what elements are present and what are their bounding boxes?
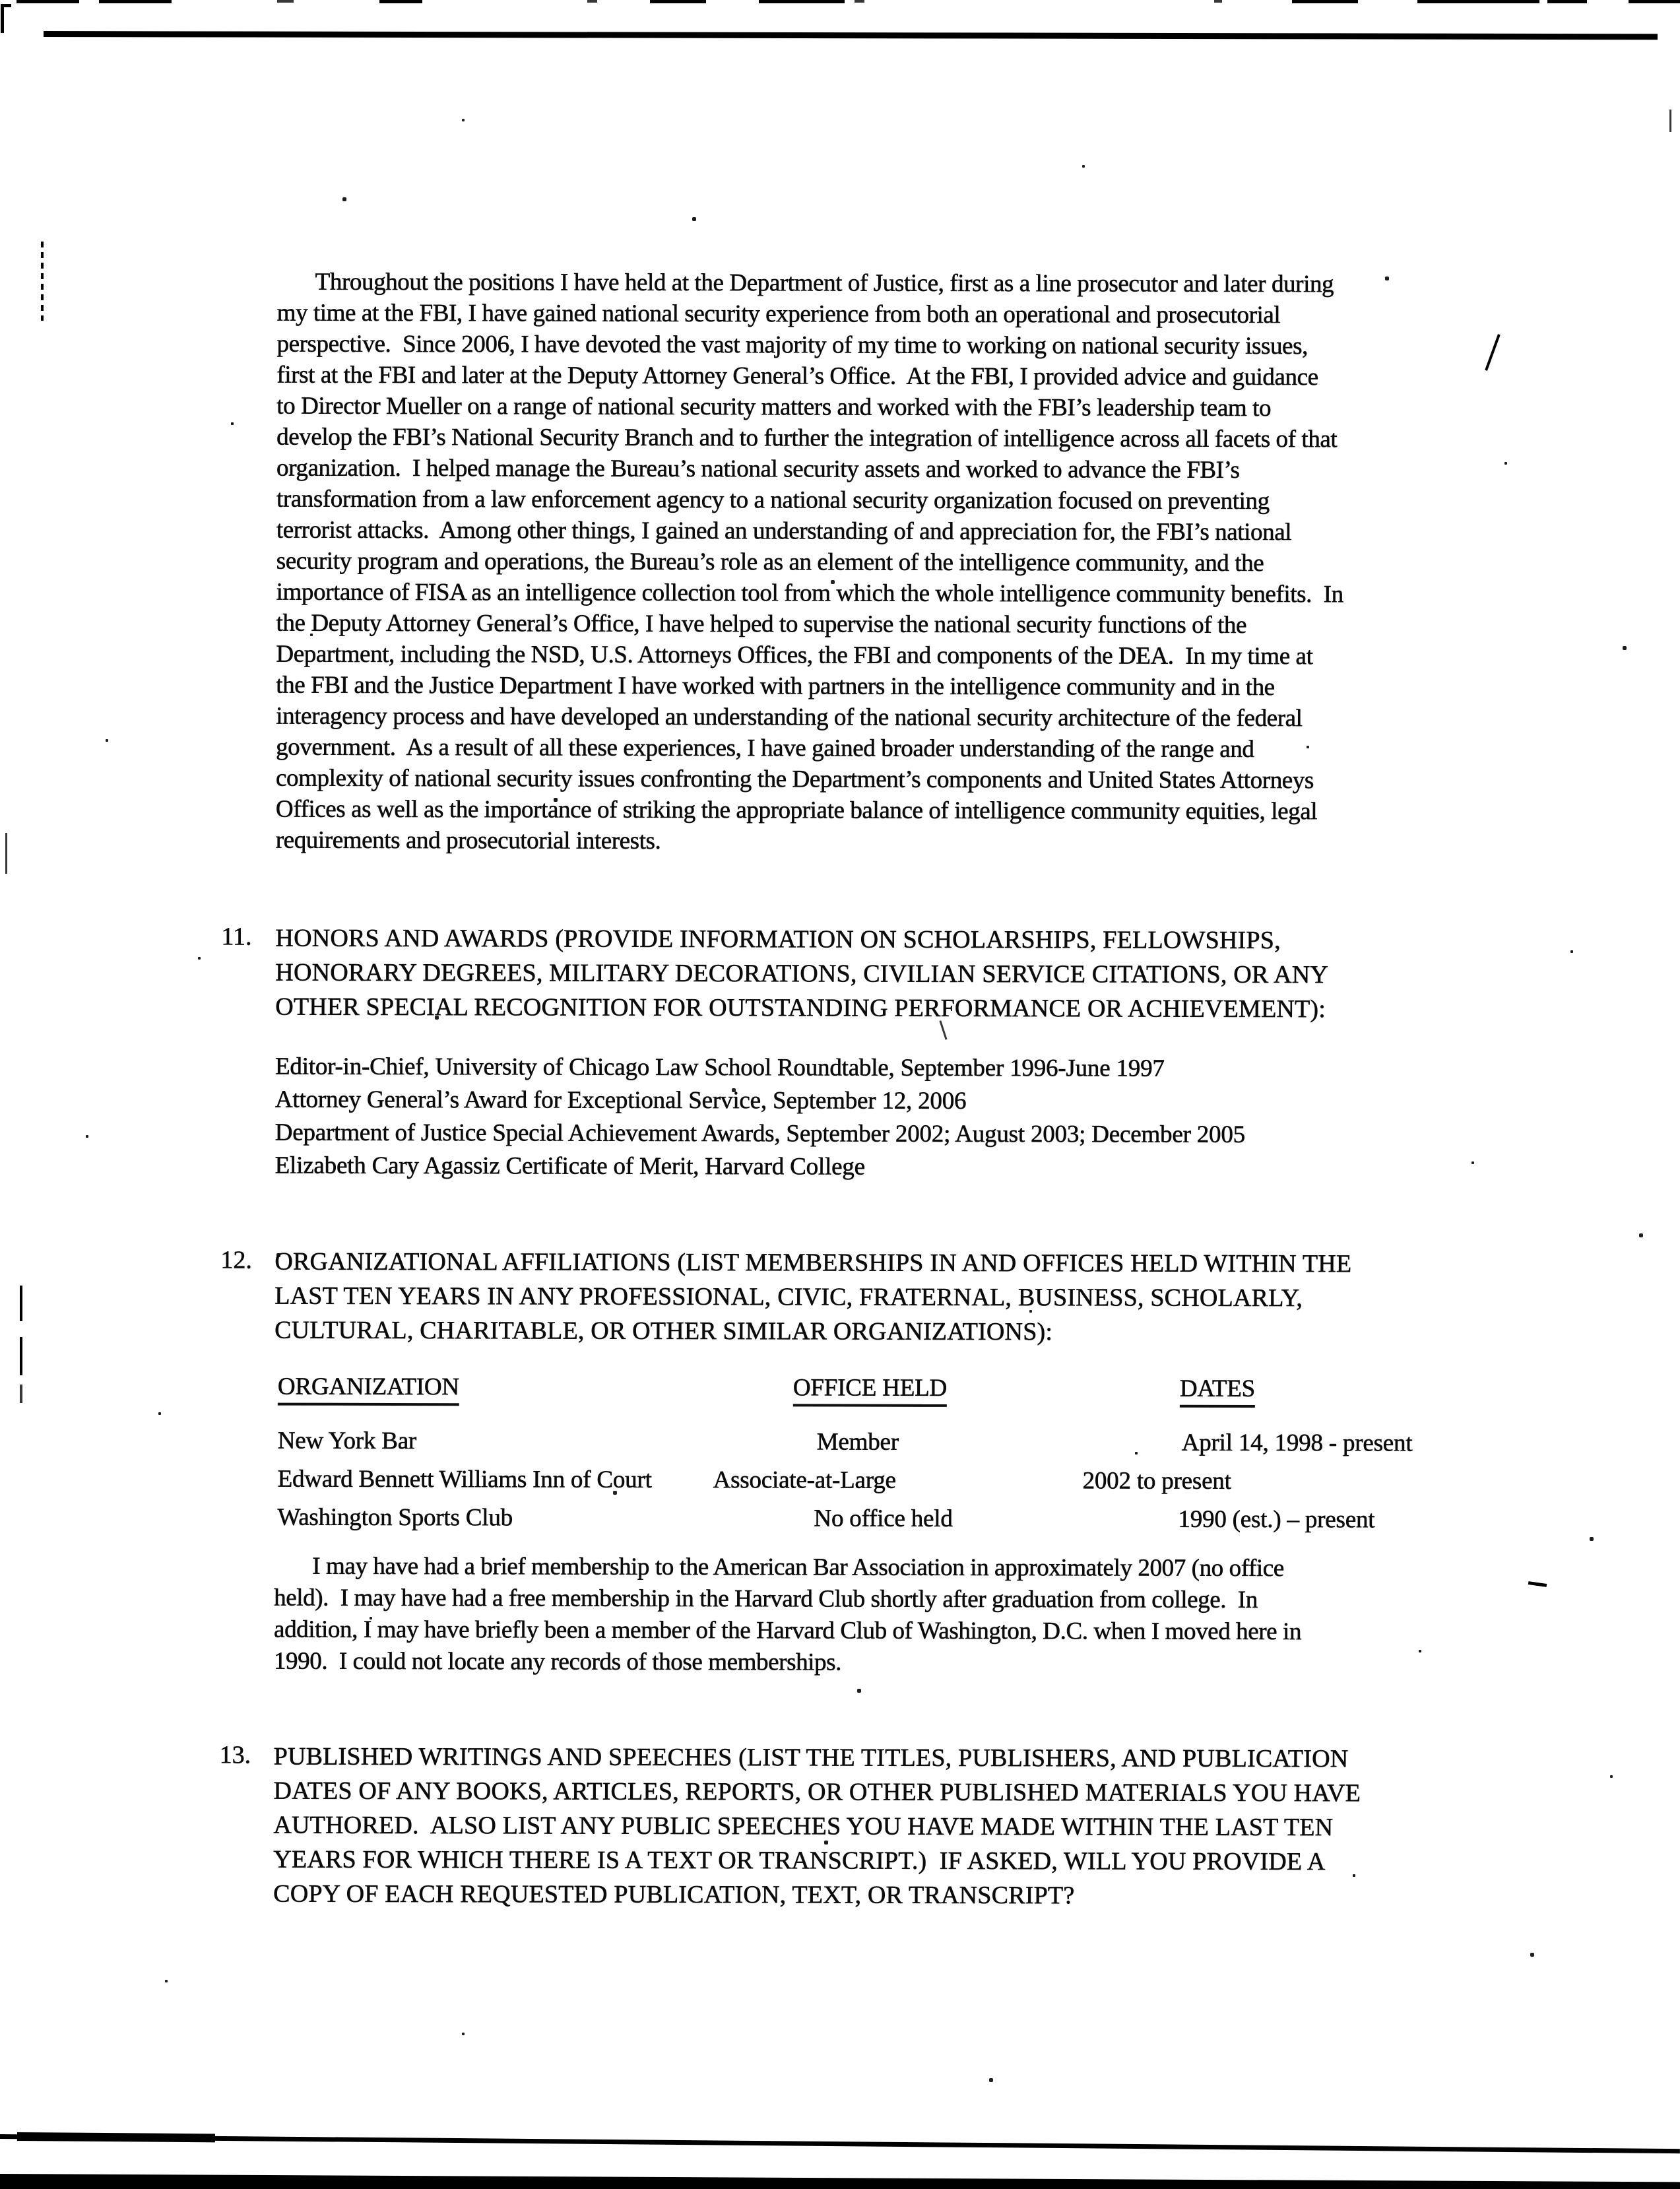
section-11-heading: HONORS AND AWARDS (PROVIDE INFORMATION ON SCHOLARSHIPS, FELLOWSHIPS, HONORARY DEGREES, MILITARY DECORATIONS, CIVILIAN SERVICE CITATIONS, OR ANY OTHER SPECIAL RECOGNITION FOR OUTSTANDING PERFORMANCE OR ACHIEVEMENT): [275,924,1329,1024]
section-11-number: 11. [221,923,252,951]
table-cell-organization: Washington Sports Club [277,1503,513,1532]
section-13-heading: PUBLISHED WRITINGS AND SPEECHES (LIST THE TITLES, PUBLISHERS, AND PUBLICATION DATES OF ANY BOOKS, ARTICLES, REPORTS, OR OTHER PUBLISHED MATERIALS YOU HAVE AUTHORED. ALSO LIST ANY PUBLIC SPEECHES YOU HAVE MADE WITHIN THE LAST TEN YEARS FOR WHICH THERE IS A TEXT OR TRANSCRIPT.) IF ASKED, WILL YOU PROVIDE A COPY OF EACH REQUESTED PUBLICATION, TEXT, OR TRANSCRIPT? [273,1742,1361,1910]
column-header-organization: ORGANIZATION [278,1373,459,1406]
bottom-thin-line-blob [17,2132,215,2142]
table-cell-dates: April 14, 1998 - present [1181,1429,1413,1457]
honors-awards-list: Editor-in-Chief, University of Chicago Law School Roundtable, September 1996-June 1997 Attorney General’s Award for Exceptional Service, September 12, 2006 Department of Justice Special Achievement Awards, September 2002; August 2003; December 2005 Elizabeth Cary Agassiz Certificate of Merit, Harvard College [275,1053,1246,1181]
intro-paragraph: Throughout the positions I have held at the Department of Justice, first as a line prosecutor and later during my time at the FBI, I have gained national security experience from both an operational and prosecutorial perspective. Since 2006, I have devoted the vast majority of my time to working on national security issues, first at the FBI and later at the Deputy Attorney General’s Office. At the FBI, I provided advice and guidance to Director Mueller on a range of national security matters and worked with the FBI’s leadership team to develop the FBI’s National Security Branch and to further the integration of intelligence across all facets of that organization. I helped manage the Bureau’s national security assets and worked to advance the FBI’s transformation from a law enforcement agency to a national security organization focused on preventing terrorist attacks. Among other things, I gained an understanding of and appreciation for, the FBI’s national security program and operations, the Bureau’s role as an element of the intelligence community, and the importance of FISA as an intelligence collection tool from which the whole intelligence community benefits. In the Deputy Attorney General’s Office, I have helped to supervise the national security functions of the Department, including the NSD, U.S. Attorneys Offices, the FBI and components of the DEA. In my time at the FBI and the Justice Department I have worked with partners in the intelligence community and in the interagency process and have developed an understanding of the national security architecture of the federal government. As a result of all these experiences, I have gained broader understanding of the range and complexity of national security issues confronting the Department’s components and United States Attorneys Offices as well as the importance of striking the appropriate balance of intelligence community equities, legal requirements and prosecutorial interests. [275,268,1343,855]
table-cell-office: Associate-at-Large [713,1466,896,1494]
table-cell-dates: 2002 to present [1082,1467,1231,1495]
table-cell-organization: Edward Bennett Williams Inn of Court [277,1465,652,1493]
membership-note-paragraph: I may have had a brief membership to the American Bar Association in approximately 2007 (no office held). I may have had a free membership in the Harvard Club shortly after graduation from college. In addition, I may have briefly been a member of the Harvard Club of Washington, D.C. when I moved here in 1990. I could not locate any records of those memberships. [273,1552,1302,1676]
section-12-heading: ORGANIZATIONAL AFFILIATIONS (LIST MEMBERSHIPS IN AND OFFICES HELD WITHIN THE LAST TEN YEARS IN ANY PROFESSIONAL, CIVIC, FRATERNAL, BUSINESS, SCHOLARLY, CULTURAL, CHARITABLE, OR OTHER SIMILAR ORGANIZATIONS): [275,1247,1352,1346]
column-header-dates: DATES [1180,1375,1255,1408]
column-header-office-held: OFFICE HELD [793,1373,947,1407]
table-cell-office: Member [816,1428,899,1456]
section-13-number: 13. [219,1741,251,1769]
table-cell-organization: New York Bar [277,1427,417,1455]
table-cell-dates: 1990 (est.) – present [1178,1505,1375,1534]
table-cell-office: No office held [814,1505,953,1532]
section-12-number: 12. [220,1246,252,1274]
